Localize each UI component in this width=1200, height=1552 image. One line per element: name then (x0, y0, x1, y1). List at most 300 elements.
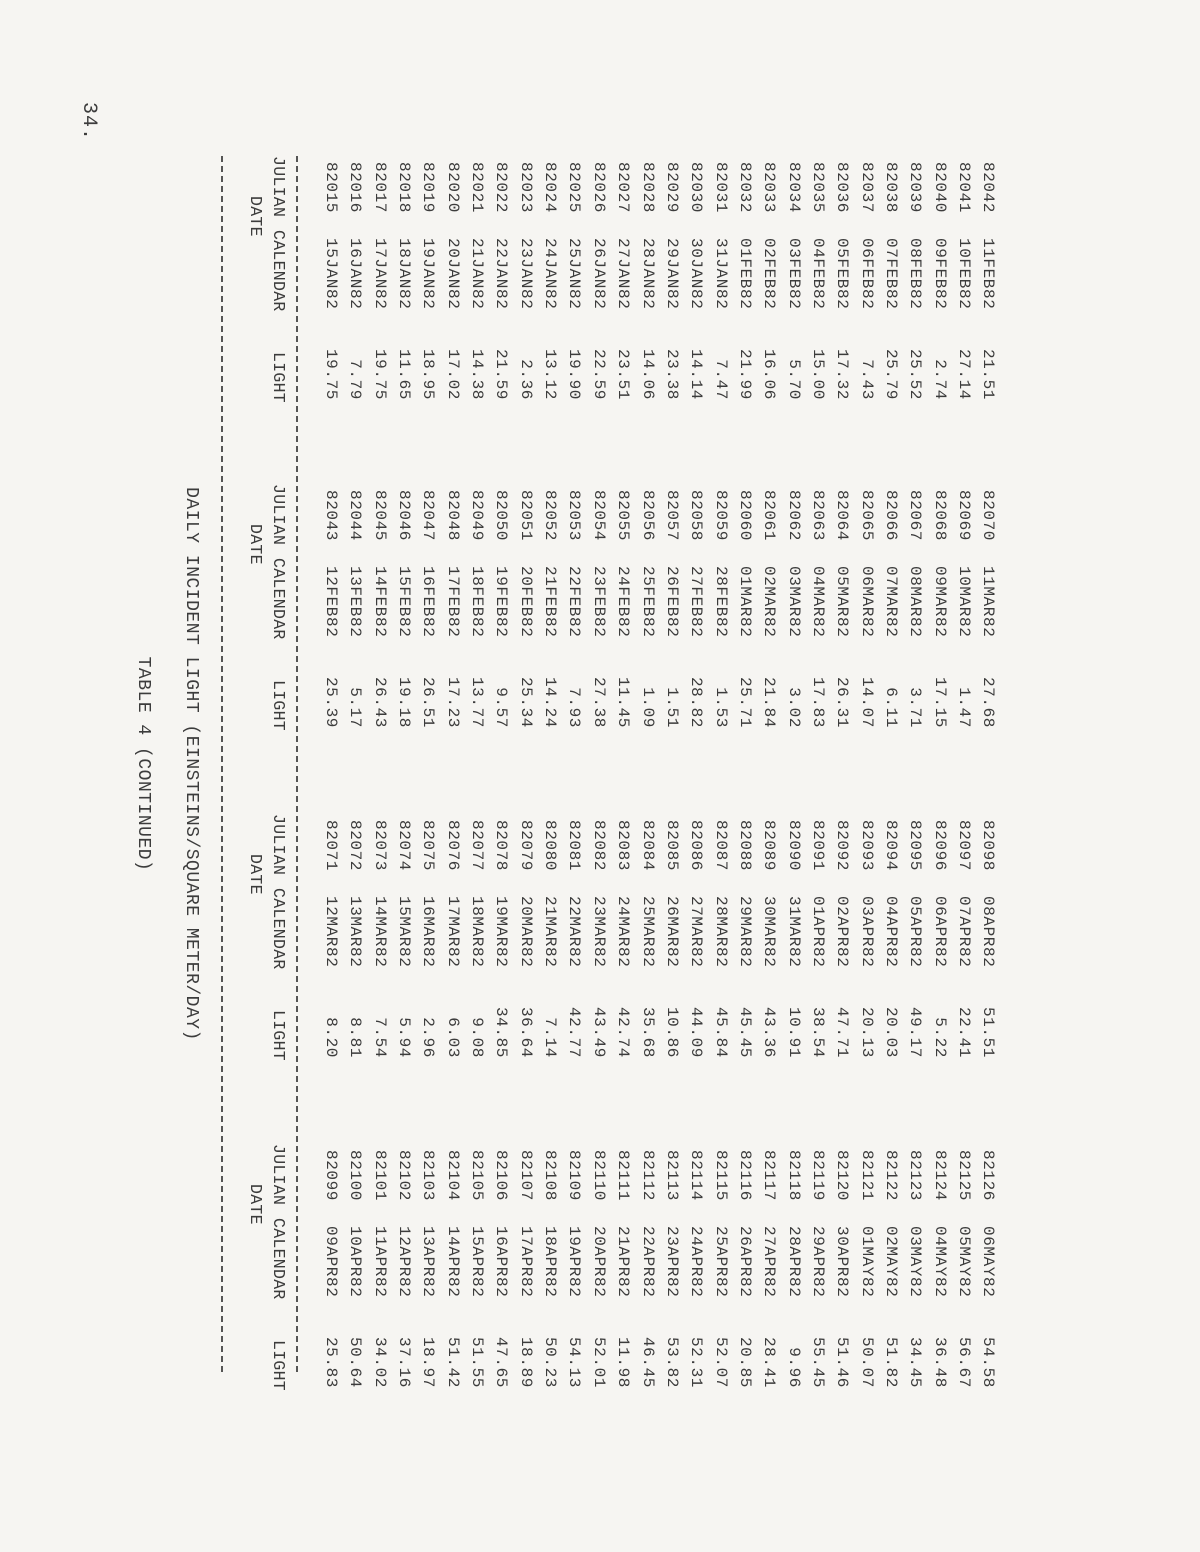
julian-header: JULIAN (269, 814, 288, 876)
calendar-date-cell: 11MAR82 (979, 566, 998, 638)
calendar-date-cell: 04MAR82 (809, 566, 827, 638)
calendar-date-cell: 05FEB82 (833, 238, 852, 310)
calendar-date-cell: 26FEB82 (662, 566, 681, 638)
julian-date-cell: 82064 (833, 490, 852, 542)
calendar-date-cell: 09FEB82 (930, 238, 949, 310)
light-value-cell: 34.85 (492, 1006, 511, 1058)
calendar-date-cell: 02APR82 (833, 896, 852, 968)
julian-date-cell: 82026 (589, 162, 608, 214)
calendar-date-cell: 30APR82 (833, 1226, 852, 1298)
julian-date-cell: 82033 (760, 162, 779, 214)
calendar-date-cell: 21APR82 (614, 1226, 633, 1298)
calendar-date-cell: 24JAN82 (541, 238, 560, 310)
calendar-date-cell: 23FEB82 (589, 566, 608, 638)
calendar-date-cell: 15JAN82 (322, 238, 340, 310)
calendar-date-cell: 18FEB82 (468, 566, 487, 638)
calendar-date-cell: 16FEB82 (419, 566, 438, 638)
julian-date-cell: 82048 (443, 490, 462, 542)
table-row (320, 156, 340, 1388)
light-value-cell: 45.84 (711, 1006, 730, 1058)
light-header: LIGHT (269, 680, 288, 732)
calendar-date-cell: 08APR82 (979, 896, 998, 968)
light-value-cell: 50.64 (346, 1336, 365, 1388)
julian-date-cell: 82119 (809, 1150, 827, 1202)
light-value-cell: 44.09 (687, 1006, 706, 1058)
calendar-date-cell: 04APR82 (882, 896, 901, 968)
light-value-cell: 51.46 (833, 1336, 852, 1388)
julian-date-cell: 82019 (419, 162, 438, 214)
light-value-cell: 54.13 (565, 1336, 584, 1388)
light-value-cell: 50.23 (541, 1336, 560, 1388)
calendar-date-cell: 10MAR82 (955, 566, 974, 638)
julian-date-cell: 82073 (370, 820, 389, 872)
date-header: DATE (246, 854, 265, 895)
julian-date-cell: 82023 (516, 162, 535, 214)
light-value-cell: 50.07 (857, 1336, 876, 1388)
julian-date-cell: 82024 (541, 162, 560, 214)
calendar-date-cell: 17APR82 (516, 1226, 535, 1298)
julian-date-cell: 82058 (687, 490, 706, 542)
light-value-cell: 27.68 (979, 676, 998, 728)
light-value-cell: 23.38 (662, 348, 681, 400)
calendar-date-cell: 24APR82 (687, 1226, 706, 1298)
light-value-cell: 13.12 (541, 348, 560, 400)
light-header: LIGHT (269, 352, 288, 404)
julian-date-cell: 82079 (516, 820, 535, 872)
julian-date-cell: 82070 (979, 490, 998, 542)
julian-date-cell: 82118 (784, 1150, 803, 1202)
julian-date-cell: 82049 (468, 490, 487, 542)
calendar-date-cell: 03FEB82 (784, 238, 803, 310)
table-row (807, 156, 827, 1388)
light-value-cell: 1.51 (662, 687, 681, 728)
calendar-date-cell: 04MAY82 (930, 1226, 949, 1298)
table-row (953, 156, 974, 1388)
calendar-date-cell: 05MAR82 (833, 566, 852, 638)
julian-date-cell: 82017 (370, 162, 389, 214)
julian-date-cell: 82113 (662, 1150, 681, 1202)
light-value-cell: 1.47 (955, 687, 974, 728)
julian-header: JULIAN (269, 1144, 288, 1206)
calendar-date-cell: 08MAR82 (906, 566, 925, 638)
light-value-cell: 26.51 (419, 676, 438, 728)
light-value-cell: 53.82 (662, 1336, 681, 1388)
table-row (856, 156, 876, 1388)
light-value-cell: 42.74 (614, 1006, 633, 1058)
calendar-date-cell: 14APR82 (443, 1226, 462, 1298)
light-value-cell: 52.01 (589, 1336, 608, 1388)
calendar-date-cell: 26JAN82 (589, 238, 608, 310)
light-value-cell: 52.31 (687, 1336, 706, 1388)
julian-date-cell: 82050 (492, 490, 511, 542)
date-header: DATE (246, 196, 265, 237)
light-value-cell: 19.90 (565, 348, 584, 400)
light-value-cell: 25.34 (516, 676, 535, 728)
julian-date-cell: 82027 (614, 162, 633, 214)
calendar-date-cell: 02MAY82 (882, 1226, 901, 1298)
julian-date-cell: 82122 (882, 1150, 901, 1202)
julian-date-cell: 82087 (711, 820, 730, 872)
light-value-cell: 26.43 (370, 676, 389, 728)
light-value-cell: 51.82 (882, 1336, 901, 1388)
calendar-header: CALENDAR (269, 888, 288, 970)
light-value-cell: 6.03 (443, 1017, 462, 1058)
calendar-date-cell: 14FEB82 (370, 566, 389, 638)
julian-date-cell: 82097 (955, 820, 974, 872)
table-row (539, 156, 560, 1388)
julian-date-cell: 82069 (955, 490, 974, 542)
calendar-date-cell: 14MAR82 (370, 896, 389, 968)
julian-date-cell: 82022 (492, 162, 511, 214)
date-header: DATE (246, 1184, 265, 1225)
light-value-cell: 5.94 (395, 1017, 414, 1058)
calendar-date-cell: 27JAN82 (614, 238, 633, 310)
table-row (831, 156, 852, 1388)
julian-date-cell: 82028 (638, 162, 657, 214)
julian-date-cell: 82084 (638, 820, 657, 872)
julian-date-cell: 82055 (614, 490, 633, 542)
calendar-date-cell: 25FEB82 (638, 566, 657, 638)
julian-date-cell: 82038 (882, 162, 901, 214)
calendar-date-cell: 20FEB82 (516, 566, 535, 638)
calendar-date-cell: 19MAR82 (492, 896, 511, 968)
light-value-cell: 55.45 (809, 1336, 827, 1388)
calendar-date-cell: 17FEB82 (443, 566, 462, 638)
table-row (685, 156, 706, 1388)
light-value-cell: 11.45 (614, 676, 633, 728)
table-row (880, 156, 901, 1388)
light-value-cell: 7.54 (370, 1017, 389, 1058)
julian-date-cell: 82039 (906, 162, 925, 214)
light-value-cell: 7.79 (346, 359, 365, 400)
table-row (466, 156, 487, 1388)
julian-date-cell: 82052 (541, 490, 560, 542)
julian-date-cell: 82072 (346, 820, 365, 872)
julian-date-cell: 82061 (760, 490, 779, 542)
light-value-cell: 5.22 (930, 1017, 949, 1058)
julian-date-cell: 82046 (395, 490, 414, 542)
julian-date-cell: 82105 (468, 1150, 487, 1202)
light-value-cell: 11.65 (395, 348, 414, 400)
light-value-cell: 18.89 (516, 1336, 535, 1388)
julian-date-cell: 82035 (809, 162, 827, 214)
calendar-date-cell: 23MAR82 (589, 896, 608, 968)
light-value-cell: 34.02 (370, 1336, 389, 1388)
calendar-date-cell: 12APR82 (395, 1226, 414, 1298)
julian-date-cell: 82036 (833, 162, 852, 214)
rotated-table-page (98, 156, 1058, 1392)
light-value-cell: 47.65 (492, 1336, 511, 1388)
julian-date-cell: 82063 (809, 490, 827, 542)
light-value-cell: 22.41 (955, 1006, 974, 1058)
julian-date-cell: 82043 (322, 490, 340, 542)
calendar-date-cell: 21FEB82 (541, 566, 560, 638)
calendar-date-cell: 30MAR82 (760, 896, 779, 968)
light-value-cell: 16.06 (760, 348, 779, 400)
julian-date-cell: 82092 (833, 820, 852, 872)
julian-date-cell: 82034 (784, 162, 803, 214)
julian-header: JULIAN (269, 484, 288, 546)
light-value-cell: 14.06 (638, 348, 657, 400)
calendar-date-cell: 28MAR82 (711, 896, 730, 968)
calendar-header: CALENDAR (269, 558, 288, 640)
julian-date-cell: 82032 (735, 162, 754, 214)
light-value-cell: 21.51 (979, 348, 998, 400)
julian-date-cell: 82040 (930, 162, 949, 214)
calendar-date-cell: 05APR82 (906, 896, 925, 968)
julian-date-cell: 82120 (833, 1150, 852, 1202)
table-title: TABLE 4 (CONTINUED) (133, 656, 153, 872)
calendar-date-cell: 31MAR82 (784, 896, 803, 968)
julian-date-cell: 82086 (687, 820, 706, 872)
light-value-cell: 35.68 (638, 1006, 657, 1058)
julian-date-cell: 82108 (541, 1150, 560, 1202)
calendar-date-cell: 27FEB82 (687, 566, 706, 638)
julian-date-cell: 82100 (346, 1150, 365, 1202)
julian-date-cell: 82088 (735, 820, 754, 872)
light-value-cell: 38.54 (809, 1006, 827, 1058)
calendar-date-cell: 10APR82 (346, 1226, 365, 1298)
calendar-date-cell: 12FEB82 (322, 566, 340, 638)
light-value-cell: 19.18 (395, 676, 414, 728)
light-value-cell: 1.53 (711, 687, 730, 728)
julian-date-cell: 82112 (638, 1150, 657, 1202)
light-value-cell: 2.96 (419, 1017, 438, 1058)
table-row (783, 156, 803, 1388)
table-row (710, 156, 730, 1388)
light-value-cell: 43.36 (760, 1006, 779, 1058)
light-value-cell: 26.31 (833, 676, 852, 728)
calendar-date-cell: 27APR82 (760, 1226, 779, 1298)
light-value-cell: 17.23 (443, 676, 462, 728)
light-value-cell: 52.07 (711, 1336, 730, 1388)
julian-date-cell: 82106 (492, 1150, 511, 1202)
light-value-cell: 7.43 (857, 359, 876, 400)
calendar-date-cell: 15MAR82 (395, 896, 414, 968)
light-value-cell: 3.71 (906, 687, 925, 728)
julian-date-cell: 82103 (419, 1150, 438, 1202)
light-value-cell: 34.45 (906, 1336, 925, 1388)
calendar-date-cell: 31JAN82 (711, 238, 730, 310)
julian-date-cell: 82051 (516, 490, 535, 542)
calendar-date-cell: 27MAR82 (687, 896, 706, 968)
julian-date-cell: 82045 (370, 490, 389, 542)
julian-date-cell: 82098 (979, 820, 998, 872)
calendar-date-cell: 16JAN82 (346, 238, 365, 310)
calendar-header: CALENDAR (269, 1218, 288, 1300)
calendar-date-cell: 25MAR82 (638, 896, 657, 968)
julian-date-cell: 82066 (882, 490, 901, 542)
calendar-date-cell: 24MAR82 (614, 896, 633, 968)
light-value-cell: 20.85 (735, 1336, 754, 1388)
julian-date-cell: 82083 (614, 820, 633, 872)
light-value-cell: 2.36 (516, 359, 535, 400)
julian-date-cell: 82111 (614, 1150, 633, 1202)
calendar-date-cell: 23JAN82 (516, 238, 535, 310)
date-header: DATE (246, 524, 265, 565)
calendar-date-cell: 04FEB82 (809, 238, 827, 310)
light-value-cell: 5.70 (784, 359, 803, 400)
julian-date-cell: 82025 (565, 162, 584, 214)
light-value-cell: 5.17 (346, 687, 365, 728)
light-value-cell: 56.67 (955, 1336, 974, 1388)
light-value-cell: 17.32 (833, 348, 852, 400)
julian-date-cell: 82031 (711, 162, 730, 214)
julian-date-cell: 82057 (662, 490, 681, 542)
calendar-date-cell: 29APR82 (809, 1226, 827, 1298)
light-value-cell: 21.84 (760, 676, 779, 728)
light-value-cell: 7.93 (565, 687, 584, 728)
julian-date-cell: 82062 (784, 490, 803, 542)
julian-date-cell: 82126 (979, 1150, 998, 1202)
calendar-date-cell: 01FEB82 (735, 238, 754, 310)
calendar-date-cell: 21JAN82 (468, 238, 487, 310)
table-row (734, 156, 754, 1388)
julian-date-cell: 82041 (955, 162, 974, 214)
table-row (977, 156, 998, 1388)
light-value-cell: 2.74 (930, 359, 949, 400)
table-row (490, 156, 511, 1388)
julian-date-cell: 82114 (687, 1150, 706, 1202)
light-value-cell: 46.45 (638, 1336, 657, 1388)
light-value-cell: 25.83 (322, 1336, 340, 1388)
light-header: LIGHT (269, 1010, 288, 1062)
calendar-date-cell: 11FEB82 (979, 238, 998, 310)
julian-date-cell: 82107 (516, 1150, 535, 1202)
calendar-date-cell: 24FEB82 (614, 566, 633, 638)
calendar-date-cell: 17JAN82 (370, 238, 389, 310)
calendar-date-cell: 16APR82 (492, 1226, 511, 1298)
calendar-date-cell: 20JAN82 (443, 238, 462, 310)
light-value-cell: 20.03 (882, 1006, 901, 1058)
light-value-cell: 25.52 (906, 348, 925, 400)
calendar-date-cell: 16MAR82 (419, 896, 438, 968)
light-value-cell: 45.45 (735, 1006, 754, 1058)
calendar-date-cell: 12MAR82 (322, 896, 340, 968)
light-value-cell: 17.83 (809, 676, 827, 728)
calendar-date-cell: 13MAR82 (346, 896, 365, 968)
calendar-date-cell: 22JAN82 (492, 238, 511, 310)
table-row (564, 156, 584, 1388)
julian-date-cell: 82018 (395, 162, 414, 214)
light-value-cell: 19.75 (370, 348, 389, 400)
table-row (661, 156, 681, 1388)
calendar-date-cell: 30JAN82 (687, 238, 706, 310)
julian-date-cell: 82094 (882, 820, 901, 872)
light-value-cell: 28.41 (760, 1336, 779, 1388)
julian-date-cell: 82054 (589, 490, 608, 542)
calendar-date-cell: 22MAR82 (565, 896, 584, 968)
light-value-cell: 18.95 (419, 348, 438, 400)
light-value-cell: 51.42 (443, 1336, 462, 1388)
calendar-date-cell: 23APR82 (662, 1226, 681, 1298)
table-row (758, 156, 779, 1388)
light-value-cell: 8.20 (322, 1017, 340, 1058)
calendar-date-cell: 28APR82 (784, 1226, 803, 1298)
calendar-date-cell: 01MAR82 (735, 566, 754, 638)
julian-date-cell: 82121 (857, 1150, 876, 1202)
light-value-cell: 49.17 (906, 1006, 925, 1058)
julian-date-cell: 82078 (492, 820, 511, 872)
julian-date-cell: 82021 (468, 162, 487, 214)
light-value-cell: 18.97 (419, 1336, 438, 1388)
calendar-date-cell: 08FEB82 (906, 238, 925, 310)
calendar-date-cell: 25APR82 (711, 1226, 730, 1298)
calendar-date-cell: 03MAR82 (784, 566, 803, 638)
light-value-cell: 19.75 (322, 348, 340, 400)
calendar-date-cell: 20MAR82 (516, 896, 535, 968)
light-value-cell: 20.13 (857, 1006, 876, 1058)
table-row (612, 156, 633, 1388)
calendar-date-cell: 15APR82 (468, 1226, 487, 1298)
julian-date-cell: 82123 (906, 1150, 925, 1202)
julian-date-cell: 82075 (419, 820, 438, 872)
calendar-date-cell: 09APR82 (322, 1226, 340, 1298)
light-value-cell: 7.47 (711, 359, 730, 400)
calendar-date-cell: 18JAN82 (395, 238, 414, 310)
calendar-date-cell: 19JAN82 (419, 238, 438, 310)
calendar-date-cell: 28JAN82 (638, 238, 657, 310)
calendar-date-cell: 29JAN82 (662, 238, 681, 310)
julian-date-cell: 82110 (589, 1150, 608, 1202)
light-value-cell: 22.59 (589, 348, 608, 400)
calendar-date-cell: 06FEB82 (857, 238, 876, 310)
light-value-cell: 13.77 (468, 676, 487, 728)
calendar-date-cell: 22APR82 (638, 1226, 657, 1298)
calendar-date-cell: 02FEB82 (760, 238, 779, 310)
julian-date-cell: 82044 (346, 490, 365, 542)
table-row (442, 156, 462, 1388)
julian-date-cell: 82090 (784, 820, 803, 872)
julian-date-cell: 82081 (565, 820, 584, 872)
calendar-date-cell: 17MAR82 (443, 896, 462, 968)
table-row (588, 156, 608, 1388)
calendar-date-cell: 19FEB82 (492, 566, 511, 638)
julian-date-cell: 82124 (930, 1150, 949, 1202)
light-value-cell: 28.82 (687, 676, 706, 728)
light-value-cell: 6.11 (882, 687, 901, 728)
julian-date-cell: 82067 (906, 490, 925, 542)
calendar-date-cell: 18APR82 (541, 1226, 560, 1298)
table-subtitle: DAILY INCIDENT LIGHT (EINSTEINS/SQUARE METER/DAY) (181, 487, 201, 1041)
calendar-date-cell: 18MAR82 (468, 896, 487, 968)
calendar-date-cell: 25JAN82 (565, 238, 584, 310)
julian-date-cell: 82093 (857, 820, 876, 872)
calendar-date-cell: 26MAR82 (662, 896, 681, 968)
julian-date-cell: 82102 (395, 1150, 414, 1202)
calendar-date-cell: 11APR82 (370, 1226, 389, 1298)
julian-date-cell: 82095 (906, 820, 925, 872)
light-value-cell: 23.51 (614, 348, 633, 400)
light-value-cell: 14.38 (468, 348, 487, 400)
table-row (369, 156, 389, 1388)
calendar-date-cell: 07FEB82 (882, 238, 901, 310)
calendar-date-cell: 07APR82 (955, 896, 974, 968)
julian-date-cell: 82077 (468, 820, 487, 872)
light-value-cell: 3.02 (784, 687, 803, 728)
calendar-date-cell: 20APR82 (589, 1226, 608, 1298)
julian-date-cell: 82065 (857, 490, 876, 542)
julian-date-cell: 82104 (443, 1150, 462, 1202)
table-row (344, 156, 365, 1388)
calendar-date-cell: 13FEB82 (346, 566, 365, 638)
julian-date-cell: 82030 (687, 162, 706, 214)
light-value-cell: 36.64 (516, 1006, 535, 1058)
light-value-cell: 14.24 (541, 676, 560, 728)
calendar-date-cell: 15FEB82 (395, 566, 414, 638)
julian-date-cell: 82068 (930, 490, 949, 542)
julian-date-cell: 82060 (735, 490, 754, 542)
